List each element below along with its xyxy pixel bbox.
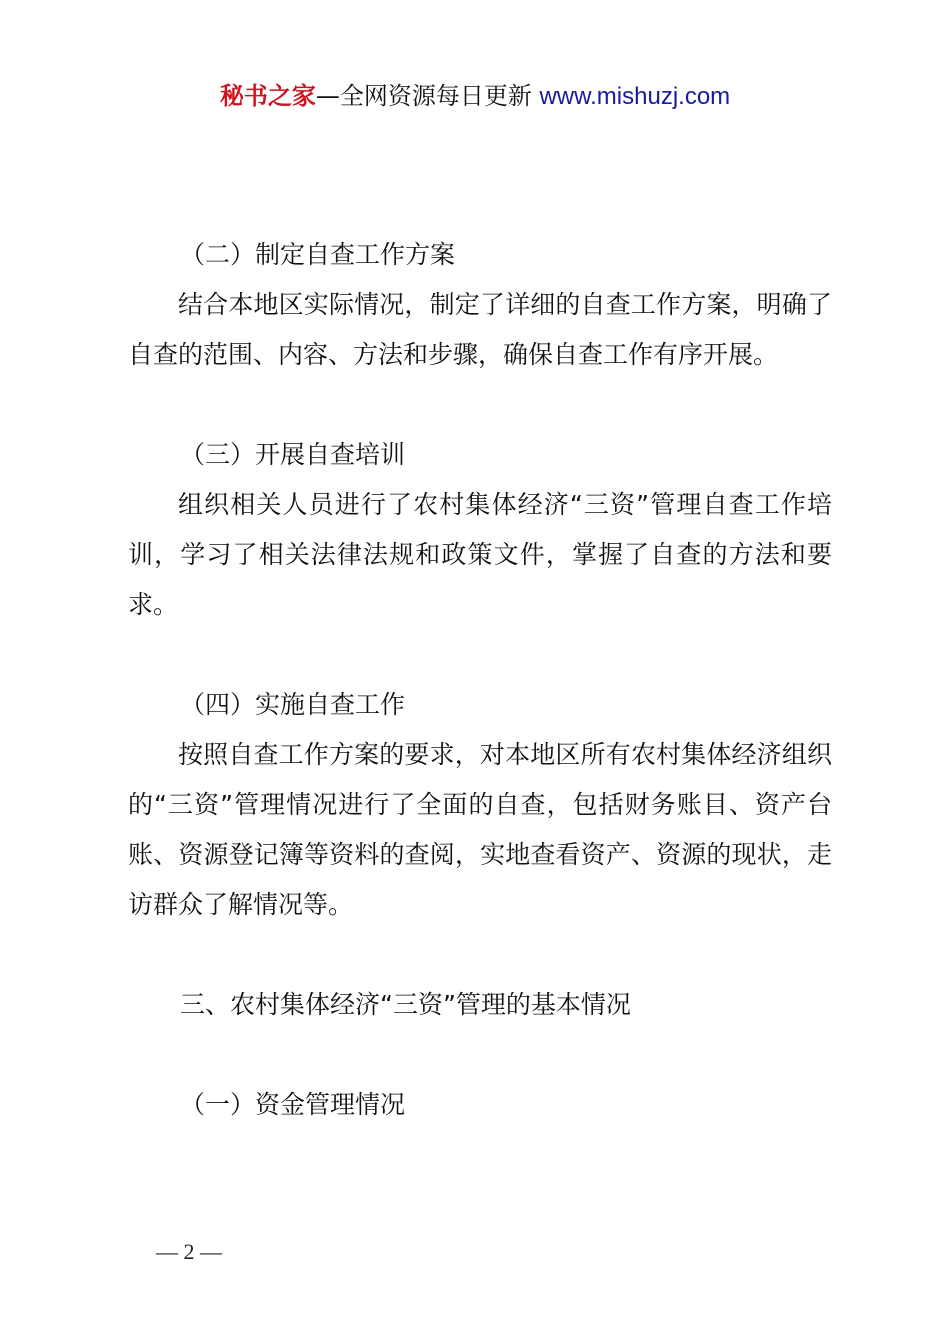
section-paragraph-2: 结合本地区实际情况，制定了详细的自查工作方案，明确了自查的范围、内容、方法和步骤，确保自查工作有序开展。 (128, 290, 832, 369)
section-paragraph-3: 组织相关人员进行了农村集体经济“三资”管理自查工作培训，学习了相关法律法规和政策文件，掌握了自查的方法和要求。 (128, 490, 832, 619)
document-body (128, 230, 832, 1130)
paragraph-gap (128, 630, 832, 680)
part-heading-3: 三、农村集体经济“三资”管理的基本情况 (180, 990, 631, 1019)
section-heading-2: （二）制定自查工作方案 (180, 240, 456, 269)
site-banner (0, 78, 950, 115)
paragraph-gap (128, 930, 832, 980)
paragraph-gap (128, 1030, 832, 1080)
section-heading-3: （三）开展自查培训 (180, 440, 406, 469)
banner-tagline: —全网资源每日更新 (315, 82, 540, 110)
site-url-link[interactable]: www.mishuzj.com (539, 83, 731, 110)
paragraph-gap (128, 380, 832, 430)
page-number: — 2 — (156, 1239, 222, 1264)
section-paragraph-4: 按照自查工作方案的要求，对本地区所有农村集体经济组织的“三资”管理情况进行了全面的自查，包括财务账目、资产台账、资源登记簿等资料的查阅，实地查看资产、资源的现状，走访群众了解情况等。 (128, 740, 832, 919)
brand-name: 秘书之家 (219, 82, 316, 110)
subsection-heading-1: （一）资金管理情况 (180, 1090, 406, 1119)
section-heading-4: （四）实施自查工作 (180, 690, 406, 719)
